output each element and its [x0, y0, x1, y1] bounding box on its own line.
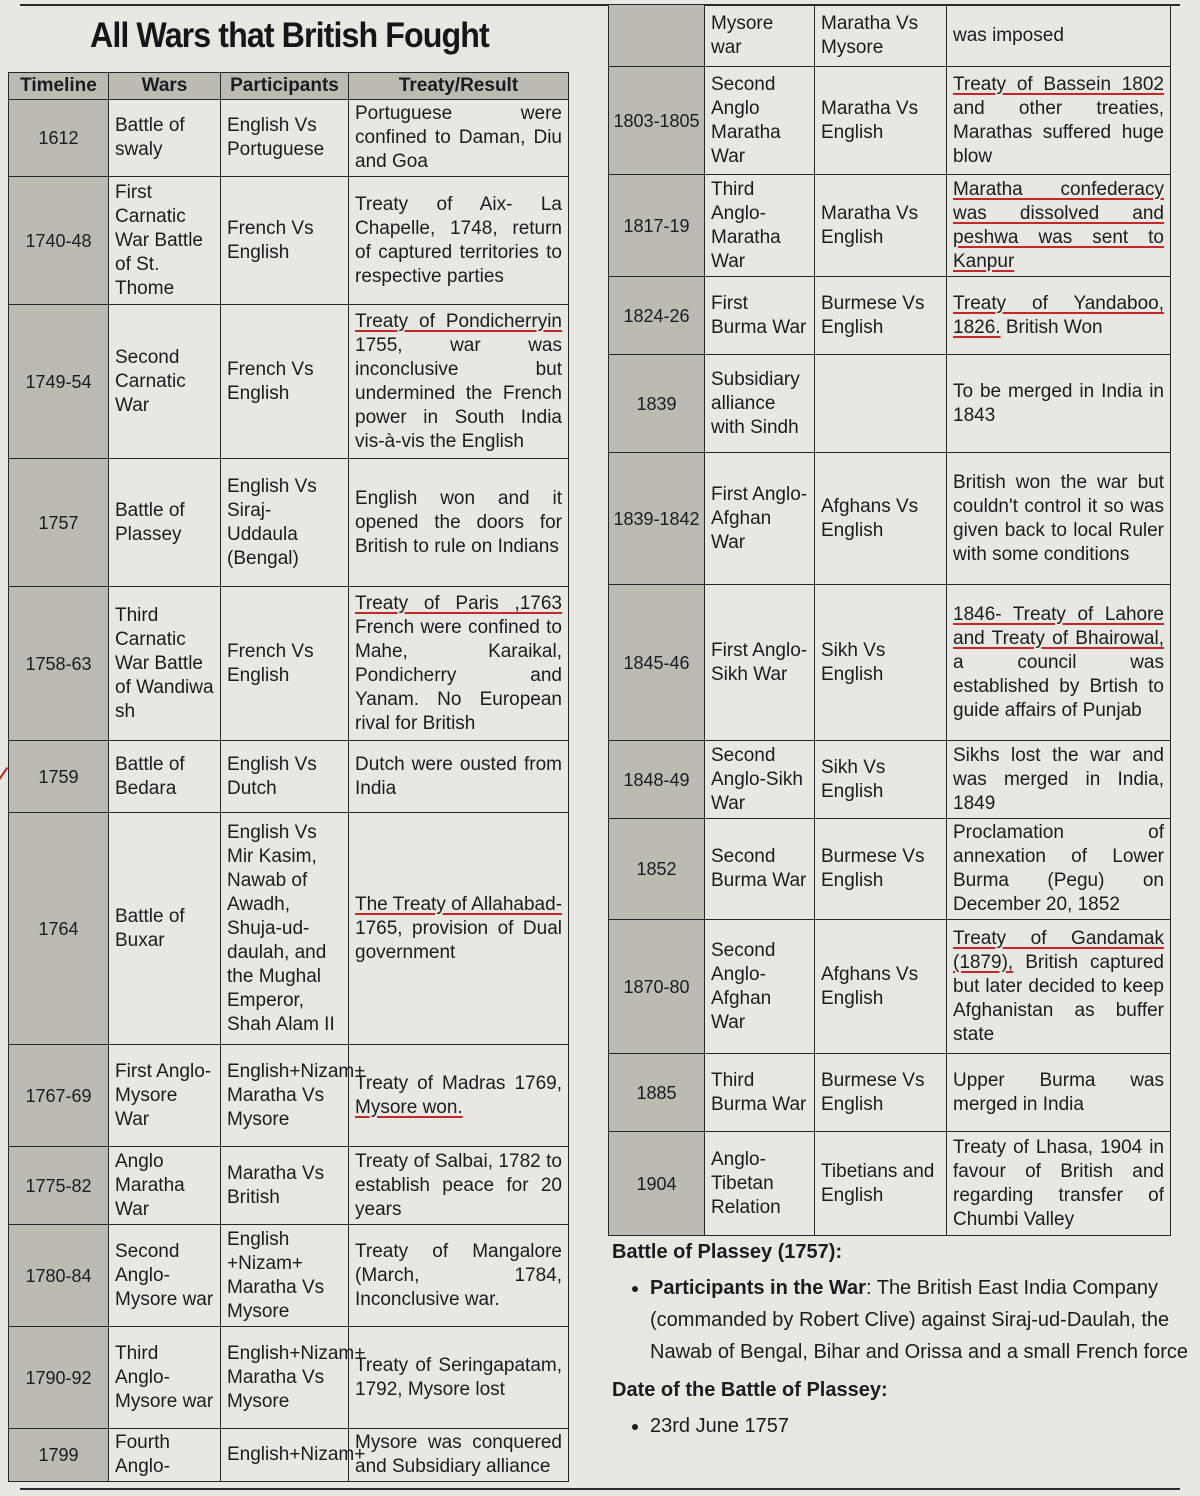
cell-war: Third Burma War [705, 1054, 815, 1132]
cell-treaty-result [947, 920, 1171, 1054]
cell-participants: English Vs Portuguese [221, 100, 349, 177]
cell-war: Battle of swaly [109, 100, 221, 177]
page-title: All Wars that British Fought [90, 16, 489, 55]
cell-treaty-result [947, 355, 1171, 453]
table-row [609, 1132, 1171, 1236]
table-header-row [9, 73, 569, 100]
cell-war: Battle of Buxar [109, 813, 221, 1045]
cell-participants: English Vs Mir Kasim, Nawab of Awadh, Shuja-ud-daulah, and the Mughal Emperor, Shah Alam II [221, 813, 349, 1045]
cell-timeline: 1845-46 [609, 585, 705, 741]
result-text: English won and it opened the doors for British to rule on Indians [355, 487, 562, 557]
notes-list-2 [612, 1410, 1190, 1442]
cell-war: Third Anglo-Maratha War [705, 175, 815, 277]
cell-timeline: 1790-92 [9, 1327, 109, 1429]
notes-section [612, 1236, 1190, 1448]
cell-timeline: 1885 [609, 1054, 705, 1132]
table-row [609, 67, 1171, 175]
cell-war: Second Burma War [705, 819, 815, 920]
result-text: Upper Burma was merged in India [953, 1069, 1164, 1115]
cell-timeline: 1852 [609, 819, 705, 920]
result-text: British Won [1000, 316, 1103, 338]
result-text: Treaty of Aix- La Chapelle, 1748, return of captured territories to respective parties [355, 193, 562, 287]
table-row [9, 1429, 569, 1482]
cell-war: Battle of Plassey [109, 459, 221, 587]
cell-participants: English +Nizam+ Maratha Vs Mysore [221, 1225, 349, 1327]
cell-timeline [609, 5, 705, 67]
result-text: 1755, war was inconclusive but undermined the French power in South India vis-à-vis the English [355, 334, 562, 452]
cell-participants: Afghans Vs English [815, 453, 947, 585]
cell-participants: Maratha Vs English [815, 67, 947, 175]
header-treaty-result: Treaty/Result [349, 73, 569, 100]
cell-war: Second Anglo-Sikh War [705, 741, 815, 819]
cell-war: Second Carnatic War [109, 305, 221, 459]
cell-participants: Afghans Vs English [815, 920, 947, 1054]
notes-heading-plassey: Battle of Plassey (1757): [612, 1241, 843, 1263]
underlined-text: Mysore won. [355, 1096, 463, 1118]
left-rows [9, 100, 569, 1482]
cell-participants: English+Nizam+ Maratha Vs Mysore [221, 1327, 349, 1429]
table-row [9, 100, 569, 177]
result-text: Treaty of Seringapatam, 1792, Mysore lost [355, 1354, 562, 1400]
cell-participants: English+Nizam+ [221, 1429, 349, 1482]
underlined-text: Treaty of Pondicherryin [355, 310, 562, 332]
cell-participants: French Vs English [221, 305, 349, 459]
cell-war: First Anglo-Mysore War [109, 1045, 221, 1147]
cell-treaty-result [349, 459, 569, 587]
table-row [609, 355, 1171, 453]
list-item [650, 1272, 1190, 1368]
table-row [609, 453, 1171, 585]
cell-war: Second Anglo-Afghan War [705, 920, 815, 1054]
cell-timeline: 1803-1805 [609, 67, 705, 175]
cell-timeline: 1799 [9, 1429, 109, 1482]
result-text: Sikhs lost the war and was merged in India, 1849 [953, 744, 1164, 814]
cell-treaty-result [947, 453, 1171, 585]
cell-participants: Sikh Vs English [815, 585, 947, 741]
underlined-text: Maratha confederacy was dissolved and peshwa was sent to Kanpur [953, 178, 1164, 272]
cell-treaty-result [947, 277, 1171, 355]
cell-treaty-result [947, 585, 1171, 741]
bullet-text: : The British East India Company (commanded by Robert Clive) against Siraj-ud-Daulah, the Nawab of Bengal, Bihar and Orissa and a small French force [650, 1277, 1189, 1363]
cell-timeline: 1764 [9, 813, 109, 1045]
underlined-text: 1846- Treaty of Lahore and Treaty of Bhairowal, [953, 603, 1164, 649]
result-text: Portuguese were confined to Daman, Diu and Goa [355, 103, 562, 172]
header-wars: Wars [109, 73, 221, 100]
cell-treaty-result [947, 741, 1171, 819]
cell-timeline: 1870-80 [609, 920, 705, 1054]
cell-war: Subsidiary alliance with Sindh [705, 355, 815, 453]
cell-war: Fourth Anglo- [109, 1429, 221, 1482]
result-text: British captured but later decided to keep Afghanistan as buffer state [953, 951, 1164, 1045]
cell-timeline: 1759 [9, 741, 109, 813]
wars-table-left [8, 72, 569, 1482]
result-text: Treaty of Salbai, 1782 to establish peace for 20 years [355, 1150, 562, 1220]
cell-treaty-result [349, 1225, 569, 1327]
cell-participants: English+Nizam+ Maratha Vs Mysore [221, 1045, 349, 1147]
result-text: Mysore was conquered and Subsidiary alliance [355, 1432, 562, 1477]
result-text: British won the war but couldn't control it so was given back to local Ruler with some conditions [953, 471, 1164, 565]
result-text: Dutch were ousted from India [355, 753, 562, 799]
cell-war: Third Anglo-Mysore war [109, 1327, 221, 1429]
notes-list-1 [612, 1272, 1190, 1368]
cell-war: Third Carnatic War Battle of Wandiwa sh [109, 587, 221, 741]
cell-war: First Anglo-Afghan War [705, 453, 815, 585]
result-text: a council was established by Brtish to guide affairs of Punjab [953, 651, 1164, 721]
cell-timeline: 1757 [9, 459, 109, 587]
cell-treaty-result [349, 1147, 569, 1225]
cell-treaty-result [349, 1429, 569, 1482]
cell-participants: French Vs English [221, 587, 349, 741]
cell-participants: English Vs Siraj-Uddaula (Bengal) [221, 459, 349, 587]
cell-war: First Anglo-Sikh War [705, 585, 815, 741]
cell-treaty-result [349, 177, 569, 305]
list-item [650, 1410, 1190, 1442]
table-row [609, 741, 1171, 819]
cell-war: Anglo-Tibetan Relation [705, 1132, 815, 1236]
cell-timeline: 1839 [609, 355, 705, 453]
table-row [9, 587, 569, 741]
cell-treaty-result [349, 813, 569, 1045]
notes-heading-date: Date of the Battle of Plassey: [612, 1379, 888, 1401]
table-row [609, 819, 1171, 920]
underlined-text: Treaty of Bassein 1802 [953, 73, 1164, 95]
table-row [609, 5, 1171, 67]
cell-participants: English Vs Dutch [221, 741, 349, 813]
underlined-text: The Treaty of Allahabad- [355, 893, 563, 915]
table-row [9, 459, 569, 587]
underlined-text: Treaty of Yandaboo, 1826. [953, 292, 1164, 338]
cell-timeline: 1758-63 [9, 587, 109, 741]
table-row [9, 813, 569, 1045]
header-timeline: Timeline [9, 73, 109, 100]
table-row [609, 585, 1171, 741]
result-text: and other treaties, Marathas suffered huge blow [953, 97, 1164, 167]
bottom-rule [20, 1488, 1180, 1490]
result-text: was imposed [953, 24, 1064, 46]
cell-participants: Maratha Vs Mysore [815, 5, 947, 67]
bullet-text: 23rd June 1757 [650, 1415, 790, 1437]
table-row [609, 920, 1171, 1054]
result-text: Proclamation of annexation of Lower Burma (Pegu) on December 20, 1852 [953, 822, 1164, 915]
cell-participants: Sikh Vs English [815, 741, 947, 819]
table-row [9, 741, 569, 813]
result-text: Treaty of Mangalore (March, 1784, Inconclusive war. [355, 1240, 562, 1310]
result-text: Treaty of Madras 1769, [355, 1072, 562, 1094]
cell-treaty-result [947, 1054, 1171, 1132]
cell-treaty-result [349, 100, 569, 177]
cell-war: Second Anglo Maratha War [705, 67, 815, 175]
cell-timeline: 1817-19 [609, 175, 705, 277]
cell-participants: Tibetians and English [815, 1132, 947, 1236]
cell-timeline: 1749-54 [9, 305, 109, 459]
table-row [9, 305, 569, 459]
table-row [609, 1054, 1171, 1132]
cell-timeline: 1839-1842 [609, 453, 705, 585]
cell-timeline: 1904 [609, 1132, 705, 1236]
cell-war: Battle of Bedara [109, 741, 221, 813]
cell-participants: Burmese Vs English [815, 1054, 947, 1132]
bullet-label: Participants in the War [650, 1277, 866, 1299]
right-rows [609, 5, 1171, 1236]
cell-timeline: 1767-69 [9, 1045, 109, 1147]
underlined-text: Treaty of Paris ,1763 [355, 592, 562, 614]
cell-treaty-result [947, 1132, 1171, 1236]
cell-participants: French Vs English [221, 177, 349, 305]
cell-timeline: 1775-82 [9, 1147, 109, 1225]
cell-war: First Carnatic War Battle of St. Thome [109, 177, 221, 305]
cell-treaty-result [947, 67, 1171, 175]
cell-participants: Maratha Vs English [815, 175, 947, 277]
cell-participants [815, 355, 947, 453]
cell-treaty-result [349, 1045, 569, 1147]
table-row [609, 277, 1171, 355]
table-row [9, 1045, 569, 1147]
cell-timeline: 1824-26 [609, 277, 705, 355]
table-row [9, 1327, 569, 1429]
cell-war: First Burma War [705, 277, 815, 355]
header-participants: Participants [221, 73, 349, 100]
cell-timeline: 1780-84 [9, 1225, 109, 1327]
table-row [609, 175, 1171, 277]
cell-war: Second Anglo-Mysore war [109, 1225, 221, 1327]
cell-treaty-result [947, 819, 1171, 920]
cell-treaty-result [947, 175, 1171, 277]
table-row [9, 177, 569, 305]
cell-treaty-result [349, 587, 569, 741]
cell-war: Anglo Maratha War [109, 1147, 221, 1225]
underlined-text: Treaty of Gandamak (1879), [953, 927, 1164, 973]
table-row [9, 1225, 569, 1327]
table-row [9, 1147, 569, 1225]
cell-timeline: 1848-49 [609, 741, 705, 819]
cell-treaty-result [947, 5, 1171, 67]
cell-treaty-result [349, 305, 569, 459]
result-text: 1765, provision of Dual government [355, 917, 562, 963]
wars-table-right [608, 4, 1171, 1236]
cell-participants: Maratha Vs British [221, 1147, 349, 1225]
cell-treaty-result [349, 741, 569, 813]
result-text: French were confined to Mahe, Karaikal, Pondicherry and Yanam. No European rival for British [355, 616, 562, 734]
result-text: To be merged in India in 1843 [953, 380, 1164, 426]
cell-timeline: 1612 [9, 100, 109, 177]
cell-war: Mysore war [705, 5, 815, 67]
cell-treaty-result [349, 1327, 569, 1429]
result-text: Treaty of Lhasa, 1904 in favour of British and regarding transfer of Chumbi Valley [953, 1136, 1164, 1230]
cell-timeline: 1740-48 [9, 177, 109, 305]
cell-participants: Burmese Vs English [815, 819, 947, 920]
cell-participants: Burmese Vs English [815, 277, 947, 355]
